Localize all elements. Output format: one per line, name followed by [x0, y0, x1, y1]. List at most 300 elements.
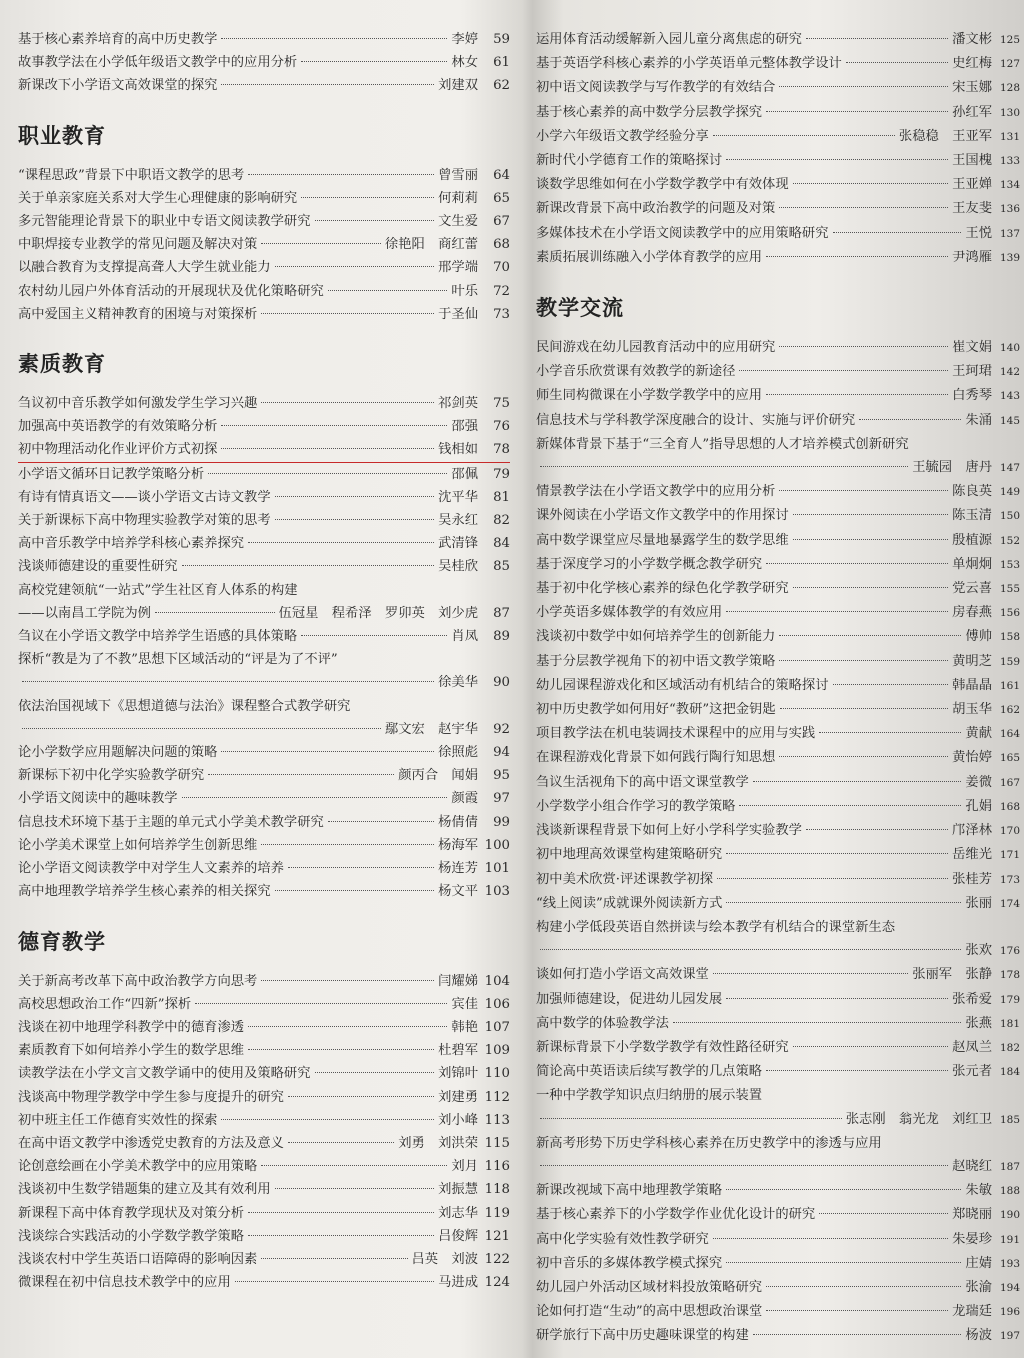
- entry-author: 韩晶晶: [952, 677, 992, 693]
- entry-title: 浅谈农村中学生英语口语障碍的影响因素: [18, 1251, 258, 1267]
- toc-entry-line: [536, 101, 1020, 125]
- toc-entry[interactable]: [18, 438, 510, 462]
- toc-entry-line: [18, 280, 510, 303]
- toc-entry-line: [536, 1300, 1020, 1324]
- leader-dots: [301, 61, 447, 62]
- toc-entry[interactable]: [536, 125, 1020, 149]
- entry-author: 邢学端: [438, 260, 478, 276]
- entry-page: 197: [999, 1330, 1020, 1343]
- entry-page: 90: [493, 675, 510, 691]
- leader-dots: [275, 519, 434, 520]
- toc-entry[interactable]: [536, 384, 1020, 408]
- leader-dots: [540, 466, 908, 467]
- toc-entry[interactable]: [536, 625, 1020, 649]
- toc-entry-line: [536, 336, 1020, 360]
- toc-entry[interactable]: [18, 210, 510, 233]
- entry-title: 谈如何打造小学语文高效课堂: [536, 967, 709, 983]
- entry-author: 尹鸿雁: [952, 249, 992, 265]
- leader-dots: [261, 313, 434, 314]
- entry-title: 论如何打造“生动”的高中思想政治课堂: [536, 1304, 763, 1320]
- entry-title: 初中班主任工作德育实效性的探索: [18, 1112, 218, 1128]
- toc-entry[interactable]: [18, 579, 510, 625]
- entry-title: 小学语文循环日记教学策略分析: [18, 466, 205, 482]
- toc-entry[interactable]: [536, 28, 1020, 52]
- entry-title: 初中美术欣赏·评述课教学初探: [536, 871, 714, 887]
- toc-entry[interactable]: [536, 988, 1020, 1012]
- toc-entry-line: [18, 1178, 510, 1201]
- toc-entry[interactable]: [536, 1276, 1020, 1300]
- entry-title: 浅谈师德建设的重要性研究: [18, 559, 178, 575]
- toc-entry[interactable]: [18, 1178, 510, 1201]
- toc-entry[interactable]: [536, 843, 1020, 867]
- toc-entry[interactable]: [18, 787, 510, 810]
- leader-dots: [779, 635, 961, 636]
- toc-entry[interactable]: [18, 1202, 510, 1225]
- leader-dots: [766, 111, 948, 112]
- toc-entry-line: [536, 222, 1020, 246]
- leader-dots: [261, 243, 381, 244]
- entry-page: 99: [493, 814, 510, 830]
- entry-title: 新课标下初中化学实验教学研究: [18, 768, 205, 784]
- toc-entry[interactable]: [536, 1036, 1020, 1060]
- leader-dots: [315, 220, 435, 221]
- toc-entry[interactable]: [536, 1179, 1020, 1203]
- entry-author: 张元者: [952, 1064, 992, 1080]
- entry-title: 情景教学法在小学语文教学中的应用分析: [536, 484, 776, 500]
- entry-title: 在高中语文教学中渗透党史教育的方法及意义: [18, 1135, 284, 1151]
- leader-dots: [806, 38, 948, 39]
- entry-author: 刘建双: [438, 78, 478, 94]
- entry-title: 中职焊接专业教学的常见问题及解决对策: [18, 237, 258, 253]
- entry-page: 168: [999, 800, 1020, 813]
- toc-entry[interactable]: [536, 1252, 1020, 1276]
- entry-page: 59: [493, 32, 510, 47]
- entry-page: 179: [999, 993, 1020, 1006]
- entry-page: 82: [493, 513, 510, 529]
- entry-author: 吴桂欣: [438, 559, 478, 575]
- toc-entry[interactable]: [18, 233, 510, 256]
- toc-entry-line: [18, 28, 510, 51]
- toc-entry[interactable]: [536, 173, 1020, 197]
- entry-title: 课外阅读在小学语文作文教学中的作用探讨: [536, 508, 789, 524]
- entry-author: 杨海军: [438, 837, 478, 853]
- toc-entry[interactable]: [536, 553, 1020, 577]
- leader-dots: [833, 684, 949, 685]
- entry-title: 基于核心素养的高中数学分层教学探究: [536, 104, 763, 120]
- toc-entry[interactable]: [536, 1084, 1020, 1131]
- entry-author: 杨连芳: [438, 861, 478, 877]
- entry-title: 刍议生活视角下的高中语文课堂教学: [536, 774, 749, 790]
- toc-entry-line: [536, 149, 1020, 173]
- toc-entry-line: [536, 577, 1020, 601]
- entry-title: 农村幼儿园户外体育活动的开展现状及优化策略研究: [18, 283, 324, 299]
- entry-title: 刍议初中音乐教学如何激发学生学习兴趣: [18, 396, 258, 412]
- toc-entry[interactable]: [536, 76, 1020, 100]
- toc-entry[interactable]: [18, 532, 510, 555]
- toc-entry-line: [18, 1016, 510, 1039]
- toc-entry[interactable]: [536, 1060, 1020, 1084]
- entry-author: 文生爱: [438, 214, 478, 230]
- entry-page: 67: [493, 214, 510, 230]
- entry-author: 武清锋: [438, 536, 478, 552]
- entry-title: 关于单亲家庭关系对大学生心理健康的影响研究: [18, 190, 298, 206]
- entry-title: 初中音乐的多媒体教学模式探究: [536, 1255, 723, 1271]
- entry-page: 121: [484, 1228, 510, 1244]
- entry-author: 刘锦叶: [438, 1066, 478, 1082]
- toc-entry[interactable]: [18, 415, 510, 438]
- entry-author: 党云喜: [952, 581, 992, 597]
- entry-author: 徐美华: [438, 675, 478, 691]
- entry-title: 论小学语文阅读教学中对学生人文素养的培养: [18, 861, 284, 877]
- leader-dots: [182, 565, 435, 566]
- entry-title: 民间游戏在幼儿园教育活动中的应用研究: [536, 340, 776, 356]
- toc-entry[interactable]: [18, 1062, 510, 1085]
- entry-author: 颜丙合 闻娟: [398, 768, 478, 784]
- toc-entry[interactable]: [18, 811, 510, 834]
- entry-page: 181: [999, 1017, 1020, 1030]
- entry-page: 92: [493, 721, 510, 737]
- entry-page: 150: [999, 510, 1020, 523]
- toc-entry-line: [536, 1203, 1020, 1227]
- entry-author: 朱晏珍: [952, 1231, 992, 1247]
- leader-dots: [22, 728, 381, 729]
- toc-entry[interactable]: [18, 256, 510, 279]
- leader-dots: [713, 1238, 948, 1239]
- leader-dots: [275, 266, 434, 267]
- entry-author: 王毓园 唐丹: [912, 460, 992, 476]
- toc-entry-line: [18, 1155, 510, 1178]
- toc-entry-line: [536, 480, 1020, 504]
- leader-dots: [261, 980, 434, 981]
- toc-entry-line: [18, 1271, 510, 1294]
- toc-entry[interactable]: [18, 1225, 510, 1248]
- toc-entry[interactable]: [18, 970, 510, 993]
- toc-entry[interactable]: [18, 1086, 510, 1109]
- toc-entry[interactable]: [536, 746, 1020, 770]
- leader-dots: [766, 563, 948, 564]
- leader-dots: [779, 207, 948, 208]
- toc-entry-line: [18, 579, 510, 602]
- toc-entry-line: [18, 164, 510, 187]
- leader-dots: [261, 1165, 447, 1166]
- entry-page: 65: [493, 190, 510, 206]
- toc-entry[interactable]: [536, 529, 1020, 553]
- toc-entry-line: [18, 303, 510, 326]
- toc-entry[interactable]: [18, 164, 510, 187]
- toc-entry[interactable]: [536, 795, 1020, 819]
- toc-entry-line: [536, 1324, 1020, 1348]
- toc-entry[interactable]: [536, 963, 1020, 987]
- toc-entry[interactable]: [536, 433, 1020, 480]
- toc-entry[interactable]: [18, 392, 510, 415]
- toc-entry[interactable]: [18, 51, 510, 74]
- toc-entry[interactable]: [18, 555, 510, 578]
- toc-entry[interactable]: [18, 303, 510, 326]
- entry-author: 邵强: [451, 419, 478, 435]
- toc-entry-line: [18, 1248, 510, 1271]
- toc-entry-line: [18, 1202, 510, 1225]
- entry-page: 140: [999, 342, 1020, 355]
- toc-entry[interactable]: [18, 1248, 510, 1271]
- right-column: [536, 0, 1020, 1349]
- toc-entry[interactable]: [536, 504, 1020, 528]
- toc-entry[interactable]: [536, 480, 1020, 504]
- entry-page: 137: [999, 227, 1020, 240]
- toc-entry[interactable]: [18, 28, 510, 51]
- leader-dots: [859, 419, 961, 420]
- leader-dots: [753, 1334, 962, 1335]
- toc-entry[interactable]: [536, 409, 1020, 433]
- toc-entry[interactable]: [18, 880, 510, 903]
- entry-title: 以融合教育为支撑提高聋人大学生就业能力: [18, 260, 271, 276]
- toc-entry-line: [536, 1228, 1020, 1252]
- toc-entry-line: [18, 1062, 510, 1085]
- toc-entry-line: [536, 52, 1020, 76]
- toc-entry[interactable]: [536, 650, 1020, 674]
- toc-entry[interactable]: [536, 916, 1020, 963]
- toc-entry[interactable]: [18, 834, 510, 857]
- entry-page: 174: [999, 897, 1020, 910]
- entry-title: 幼儿园户外活动区域材料投放策略研究: [536, 1279, 763, 1295]
- leader-dots: [208, 774, 394, 775]
- toc-entry[interactable]: [536, 722, 1020, 746]
- leader-dots: [301, 635, 447, 636]
- toc-entry[interactable]: [536, 360, 1020, 384]
- entry-page: 191: [999, 1233, 1020, 1246]
- leader-dots: [793, 587, 948, 588]
- entry-page: 112: [484, 1089, 510, 1105]
- entry-page: 110: [484, 1066, 510, 1082]
- entry-title: 微课程在初中信息技术教学中的应用: [18, 1275, 231, 1291]
- toc-entry-line: [536, 722, 1020, 746]
- entry-author: 刘志华: [438, 1205, 478, 1221]
- toc-entry[interactable]: [536, 1300, 1020, 1324]
- entry-page: 61: [493, 55, 510, 71]
- entry-page: 119: [484, 1205, 510, 1221]
- toc-entry[interactable]: [536, 577, 1020, 601]
- leader-dots: [806, 829, 948, 830]
- entry-page: 158: [999, 631, 1020, 644]
- toc-entry-line: [18, 1132, 510, 1155]
- leader-dots: [766, 1310, 948, 1311]
- toc-entry[interactable]: [18, 648, 510, 694]
- toc-entry[interactable]: [18, 509, 510, 532]
- toc-entry[interactable]: [536, 222, 1020, 246]
- entry-title: 研学旅行下高中历史趣味课堂的构建: [536, 1328, 749, 1344]
- entry-author: 王珂珺: [952, 364, 992, 380]
- toc-entry[interactable]: [536, 149, 1020, 173]
- toc-entry-line: [18, 51, 510, 74]
- toc-entry-line: [536, 1155, 1020, 1179]
- leader-dots: [288, 1096, 434, 1097]
- toc-entry[interactable]: [18, 463, 510, 486]
- toc-entry[interactable]: [536, 601, 1020, 625]
- toc-entry[interactable]: [18, 486, 510, 509]
- entry-author: 刘振慧: [438, 1182, 478, 1198]
- entry-page: 167: [999, 776, 1020, 789]
- entry-page: 113: [484, 1112, 510, 1128]
- entry-title: 浅谈高中物理学教学中学生参与度提升的研究: [18, 1089, 284, 1105]
- entry-title: 刍议在小学语文教学中培养学生语感的具体策略: [18, 629, 298, 645]
- toc-entry[interactable]: [18, 625, 510, 648]
- toc-entry-line: [18, 532, 510, 555]
- entry-page: 173: [999, 873, 1020, 886]
- entry-title: 新课程下高中体育教学现状及对策分析: [18, 1205, 245, 1221]
- toc-entry[interactable]: [536, 52, 1020, 76]
- leader-dots: [793, 1046, 948, 1047]
- toc-entry-line: [18, 187, 510, 210]
- leader-dots: [833, 232, 962, 233]
- entry-page: 156: [999, 607, 1020, 620]
- toc-entry-line: [536, 1036, 1020, 1060]
- toc-entry[interactable]: [18, 1155, 510, 1178]
- entry-author: 宾佳: [451, 996, 478, 1012]
- toc-entry-line: [536, 1132, 1020, 1155]
- toc-entry[interactable]: [536, 674, 1020, 698]
- entry-page: 159: [999, 655, 1020, 668]
- entry-page: 134: [999, 179, 1020, 192]
- entry-author: 孔娟: [965, 798, 992, 814]
- toc-entry-line: [18, 438, 510, 462]
- entry-author: 邵佩: [451, 466, 478, 482]
- toc-entry-line: [536, 433, 1020, 456]
- toc-entry[interactable]: [18, 1039, 510, 1062]
- toc-entry-line: [536, 939, 1020, 963]
- entry-author: 岳维光: [952, 847, 992, 863]
- toc-entry[interactable]: [536, 101, 1020, 125]
- entry-page: 164: [999, 728, 1020, 741]
- entry-author: 赵晓红: [952, 1158, 992, 1174]
- toc-entry[interactable]: [18, 1109, 510, 1132]
- entry-title: 依法治国视域下《思想道德与法治》课程整合式教学研究: [18, 698, 351, 714]
- entry-title: 小学语文阅读中的趣味教学: [18, 791, 178, 807]
- leader-dots: [793, 539, 948, 540]
- toc-entry[interactable]: [18, 74, 510, 97]
- entry-page: 79: [493, 466, 510, 482]
- entry-author: 刘建勇: [438, 1089, 478, 1105]
- leader-dots: [22, 681, 434, 682]
- toc-entry[interactable]: [536, 1012, 1020, 1036]
- entry-author: 张稳稳 王亚军: [898, 128, 992, 144]
- toc-entry-line: [536, 843, 1020, 867]
- entry-author: 杨倩倩: [438, 814, 478, 830]
- entry-title: 新课改视域下高中地理教学策略: [536, 1183, 723, 1199]
- entry-author: 孙红军: [952, 104, 992, 120]
- toc-entry[interactable]: [536, 892, 1020, 916]
- entry-title: 初中地理高效课堂构建策略研究: [536, 847, 723, 863]
- toc-entry[interactable]: [536, 698, 1020, 722]
- entry-author: 胡玉华: [952, 702, 992, 718]
- toc-entry[interactable]: [18, 857, 510, 880]
- entry-author: 马进成: [438, 1275, 478, 1291]
- entry-author: 刘月: [451, 1159, 478, 1175]
- entry-author: 史红梅: [952, 56, 992, 72]
- leader-dots: [779, 756, 948, 757]
- entry-author: 白秀琴: [952, 388, 992, 404]
- entry-author: 邝泽林: [952, 823, 992, 839]
- entry-author: 龙瑞廷: [952, 1304, 992, 1320]
- entry-title: 多媒体技术在小学语文阅读教学中的应用策略研究: [536, 225, 829, 241]
- leader-dots: [779, 660, 948, 661]
- entry-author: 黄献: [965, 726, 992, 742]
- entry-page: 185: [999, 1113, 1020, 1126]
- leader-dots: [739, 370, 948, 371]
- toc-entry[interactable]: [18, 280, 510, 303]
- entry-title: 论创意绘画在小学美术教学中的应用策略: [18, 1159, 258, 1175]
- entry-author: 祁剑英: [438, 396, 478, 412]
- entry-author: 崔文娟: [952, 340, 992, 356]
- leader-dots: [182, 797, 448, 798]
- entry-title: 新时代小学德育工作的策略探讨: [536, 153, 723, 169]
- toc-entry-line: [536, 125, 1020, 149]
- toc-entry[interactable]: [18, 1016, 510, 1039]
- toc-entry[interactable]: [536, 1203, 1020, 1227]
- toc-entry-line: [18, 695, 510, 718]
- entry-page: 115: [484, 1135, 510, 1151]
- toc-entry[interactable]: [18, 1271, 510, 1294]
- toc-entry[interactable]: [536, 1324, 1020, 1348]
- entry-page: 89: [493, 629, 510, 645]
- leader-dots: [301, 197, 434, 198]
- toc-entry-line: [536, 868, 1020, 892]
- toc-entry[interactable]: [18, 764, 510, 787]
- entry-author: 陈玉清: [952, 508, 992, 524]
- toc-entry[interactable]: [536, 246, 1020, 270]
- entry-author: 徐照彪: [438, 745, 478, 761]
- leader-dots: [328, 290, 448, 291]
- entry-page: 153: [999, 558, 1020, 571]
- toc-entry[interactable]: [18, 1132, 510, 1155]
- entry-title: 关于新高考改革下高中政治教学方向思考: [18, 973, 258, 989]
- entry-page: 125: [999, 34, 1020, 46]
- toc-entry[interactable]: [536, 336, 1020, 360]
- entry-title: 基于深度学习的小学数学概念教学研究: [536, 556, 763, 572]
- toc-entry[interactable]: [18, 187, 510, 210]
- entry-title: 加强师德建设，促进幼儿园发展: [536, 991, 723, 1007]
- leader-dots: [195, 1003, 447, 1004]
- toc-entry[interactable]: [536, 1132, 1020, 1179]
- entry-page: 162: [999, 704, 1020, 717]
- toc-entry[interactable]: [536, 868, 1020, 892]
- entry-title: 在课程游戏化背景下如何践行陶行知思想: [536, 750, 776, 766]
- entry-page: 94: [493, 745, 510, 761]
- leader-dots: [766, 1286, 961, 1287]
- toc-entry-line: [536, 197, 1020, 221]
- toc-entry[interactable]: [536, 197, 1020, 221]
- toc-entry[interactable]: [18, 741, 510, 764]
- entry-page: 133: [999, 155, 1020, 168]
- entry-page: 184: [999, 1066, 1020, 1079]
- entry-author: 朱涌: [965, 412, 992, 428]
- entry-author: 张丽: [965, 895, 992, 911]
- leader-dots: [713, 973, 908, 974]
- entry-author: 朱敏: [965, 1183, 992, 1199]
- toc-entry[interactable]: [536, 819, 1020, 843]
- toc-entry[interactable]: [18, 993, 510, 1016]
- entry-title: 高中地理教学培养学生核心素养的相关探究: [18, 884, 271, 900]
- leader-dots: [261, 1258, 407, 1259]
- entry-author: 闫耀娣: [438, 973, 478, 989]
- entry-page: 122: [484, 1251, 510, 1267]
- leader-dots: [673, 1022, 961, 1023]
- entry-author: 张渝: [965, 1279, 992, 1295]
- toc-entry[interactable]: [18, 695, 510, 741]
- entry-page: 190: [999, 1209, 1020, 1222]
- entry-author: 林女: [451, 55, 478, 71]
- toc-entry[interactable]: [536, 771, 1020, 795]
- toc-entry[interactable]: [536, 1228, 1020, 1252]
- leader-dots: [766, 394, 948, 395]
